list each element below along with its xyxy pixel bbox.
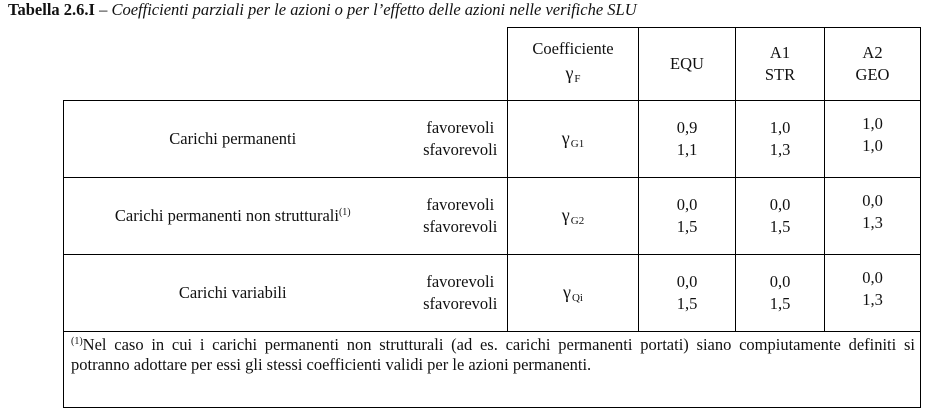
row-a2-values: 1,0 1,0 (825, 101, 921, 178)
header-geo: GEO (855, 65, 890, 84)
row-conditions (402, 255, 508, 332)
caption-separator: – (94, 0, 112, 19)
table-header-row (64, 28, 921, 101)
header-equ: EQU (639, 28, 736, 101)
row-a2-values: 0,0 1,3 (825, 178, 921, 255)
caption-label: Tabella 2.6.I (8, 0, 95, 19)
header-blank-cell (64, 28, 402, 101)
condition-favorable: favorevoli (426, 195, 495, 214)
row-equ-values: 0,0 1,5 (639, 255, 736, 332)
table-row (64, 178, 921, 255)
footnote-text: Nel caso in cui i carichi permanenti non strutturali (ad es. carichi permanenti portati) siano compiutamente definiti si potranno adottare per essi gli stessi coefficienti validi per le azioni permanenti. (71, 335, 915, 374)
coefficients-table (63, 27, 921, 408)
header-coefficient-symbol: $\gamma_F$ (565, 63, 581, 85)
row-label: Carichi permanenti non strutturali$^{(1)}$ (64, 178, 402, 255)
row-symbol: $\gamma_{G1}$ (508, 101, 639, 178)
header-a1: A1 (769, 43, 791, 62)
row-a1-values: 0,0 1,5 (736, 178, 825, 255)
row-label: Carichi variabili (64, 255, 402, 332)
condition-favorable: favorevoli (426, 272, 495, 291)
footnote-mark: (1) (71, 336, 83, 347)
row-conditions (402, 101, 508, 178)
caption-text: Coefficienti parziali per le azioni o per l’effetto delle azioni nelle verifiche SLU (111, 0, 637, 19)
table-row (64, 255, 921, 332)
row-a1-values: 1,0 1,3 (736, 101, 825, 178)
row-conditions (402, 178, 508, 255)
table-row (64, 101, 921, 178)
header-blank-cell (402, 28, 508, 101)
header-coefficient (508, 28, 639, 101)
row-a1-values: 0,0 1,5 (736, 255, 825, 332)
row-symbol: $\gamma_{G2}$ (508, 178, 639, 255)
footnote-row (64, 332, 921, 408)
row-label: Carichi permanenti (64, 101, 402, 178)
header-coefficient-label: Coefficiente (532, 39, 614, 58)
condition-unfavorable: sfavorevoli (423, 217, 498, 236)
footnote (64, 332, 921, 408)
condition-unfavorable: sfavorevoli (423, 294, 498, 313)
header-a2: A2 (862, 43, 883, 62)
header-a2-geo (825, 28, 921, 101)
row-a2-values: 0,0 1,3 (825, 255, 921, 332)
condition-favorable: favorevoli (426, 118, 495, 137)
condition-unfavorable: sfavorevoli (423, 140, 498, 159)
header-a1-str (736, 28, 825, 101)
row-symbol: $\gamma_{Qi}$ (508, 255, 639, 332)
table-caption (8, 0, 637, 20)
row-equ-values: 0,9 1,1 (639, 101, 736, 178)
header-str: STR (764, 65, 796, 84)
footnote-reference: (1) (338, 207, 351, 218)
row-equ-values: 0,0 1,5 (639, 178, 736, 255)
